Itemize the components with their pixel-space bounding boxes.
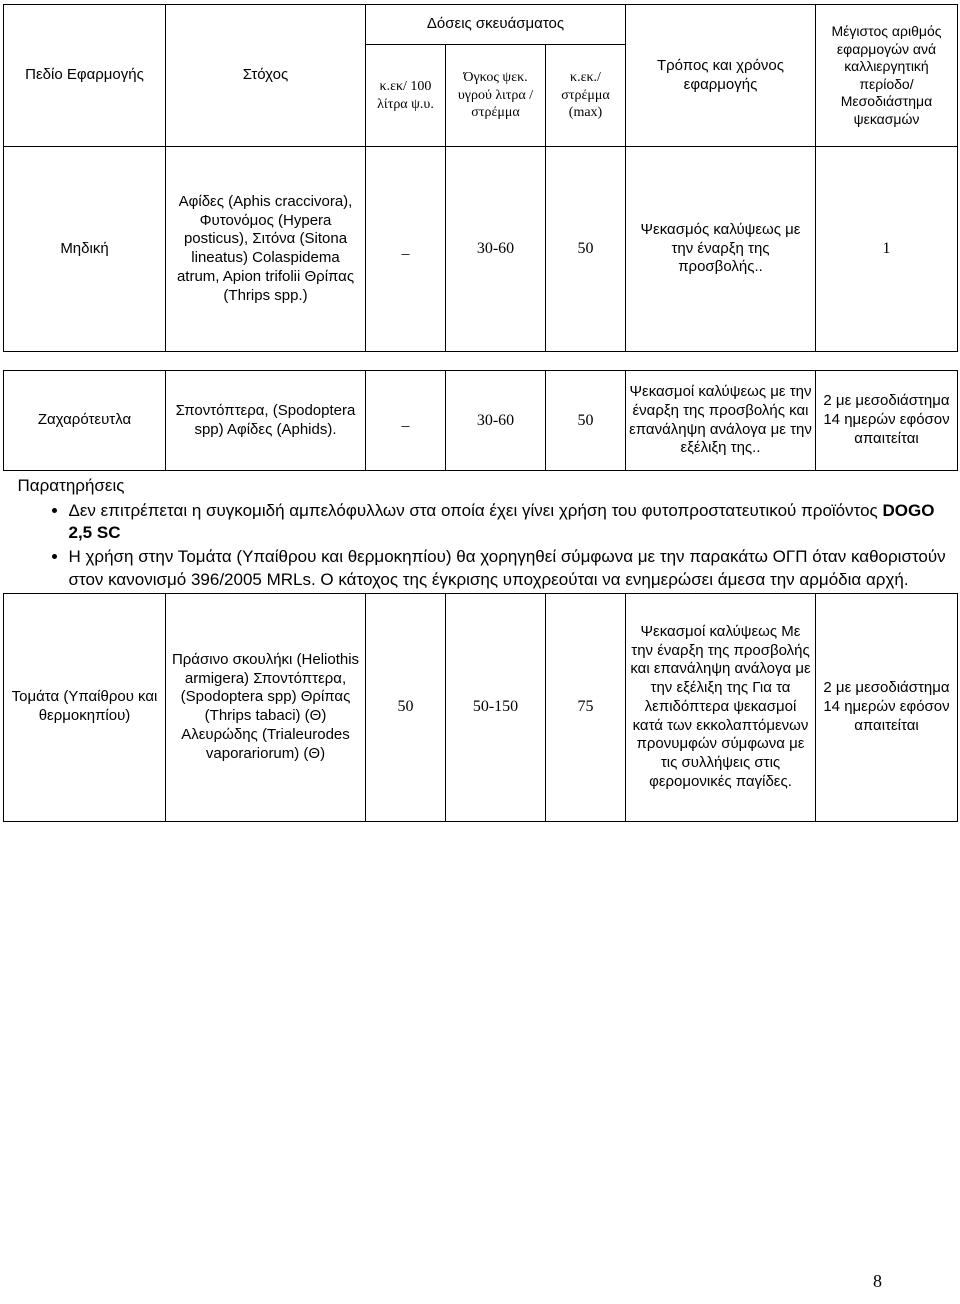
- row-dose-1: _: [366, 371, 446, 471]
- row-dose-3: 50: [546, 371, 626, 471]
- row-dose-2: 30-60: [446, 371, 546, 471]
- notes-title: Παρατηρήσεις: [17, 476, 125, 495]
- row-dose-2: 30-60: [446, 147, 546, 352]
- header-doses: Δόσεις σκευάσματος: [366, 5, 626, 45]
- row-max-apps: 2 με μεσοδιάστημα 14 ημερών εφόσον απαιτείται: [816, 371, 958, 471]
- header-dose-1: κ.εκ/ 100 λίτρα ψ.υ.: [366, 45, 446, 147]
- row-field: Μηδική: [4, 147, 166, 352]
- row-dose-1: 50: [366, 593, 446, 821]
- row-dose-3: 50: [546, 147, 626, 352]
- notes-section: [4, 471, 958, 594]
- header-dose-3: κ.εκ./ στρέμμα (max): [546, 45, 626, 147]
- row-dose-3: 75: [546, 593, 626, 821]
- header-dose-2: Όγκος ψεκ. υγρού λιτρα / στρέμμα: [446, 45, 546, 147]
- row-field: Τομάτα (Υπαίθρου και θερμοκηπίου): [4, 593, 166, 821]
- row-target: Αφίδες (Aphis craccivora), Φυτονόμος (Hypera posticus), Σιτόνα (Sitona lineatus) Colaspidema atrum, Apion trifolii Θρίπας (Thrips spp.): [166, 147, 366, 352]
- row-field: Ζαχαρότευτλα: [4, 371, 166, 471]
- main-table: [3, 4, 958, 822]
- note-item-2: • Η χρήση στην Τομάτα (Υπαίθρου και θερμοκηπίου) θα χορηγηθεί σύμφωνα με την παρακάτω ΟΓΠ όταν καθοριστούν στον κανονισμό 396/2005 MRLs. Ο κάτοχος της έγκρισης υποχρεούται να ενημερώσει άμεσα την αρμόδια αρχή.: [69, 546, 958, 590]
- header-field: Πεδίο Εφαρμογής: [4, 5, 166, 147]
- note-item-1: • Δεν επιτρέπεται η συγκομιδή αμπελόφυλλων στα οποία έχει γίνει χρήση του φυτοπροστατευτικού προϊόντος DOGO 2,5 SC: [69, 500, 958, 544]
- row-alfalfa: [4, 147, 958, 352]
- row-dose-1: _: [366, 147, 446, 352]
- header-max-apps: Μέγιστος αριθμός εφαρμογών ανά καλλιεργητική περίοδο/ Μεσοδιάστημα ψεκασμών: [816, 5, 958, 147]
- row-dose-2: 50-150: [446, 593, 546, 821]
- page-number: 8: [873, 1271, 882, 1291]
- header-method: Τρόπος και χρόνος εφαρμογής: [626, 5, 816, 147]
- row-max-apps: 2 με μεσοδιάστημα 14 ημερών εφόσον απαιτείται: [816, 593, 958, 821]
- row-target: Πράσινο σκουλήκι (Heliothis armigera) Σποντόπτερα, (Spodoptera spp) Θρίπας (Thrips tabaci) (Θ) Αλευρώδης (Trialeurodes vaporariorum) (Θ): [166, 593, 366, 821]
- header-target: Στόχος: [166, 5, 366, 147]
- row-method: Ψεκασμοί καλύψεως με την έναρξη της προσβολής και επανάληψη ανάλογα με την εξέλιξη της..: [626, 371, 816, 471]
- row-method: Ψεκασμοί καλύψεως Με την έναρξη της προσβολής και επανάληψη ανάλογα με την εξέλιξη της Για τα λεπιδόπτερα ψεκασμοί κατά των εκκολαπτόμενων προνυμφών σύμφωνα με τις συλλήψεις στις φερομονικές παγίδες.: [626, 593, 816, 821]
- row-method: Ψεκασμός καλύψεως με την έναρξη της προσβολής..: [626, 147, 816, 352]
- row-target: Σποντόπτερα, (Spodoptera spp) Αφίδες (Aphids).: [166, 371, 366, 471]
- row-sugarbeet: [4, 371, 958, 471]
- row-tomato: [4, 593, 958, 821]
- row-max-apps: 1: [816, 147, 958, 352]
